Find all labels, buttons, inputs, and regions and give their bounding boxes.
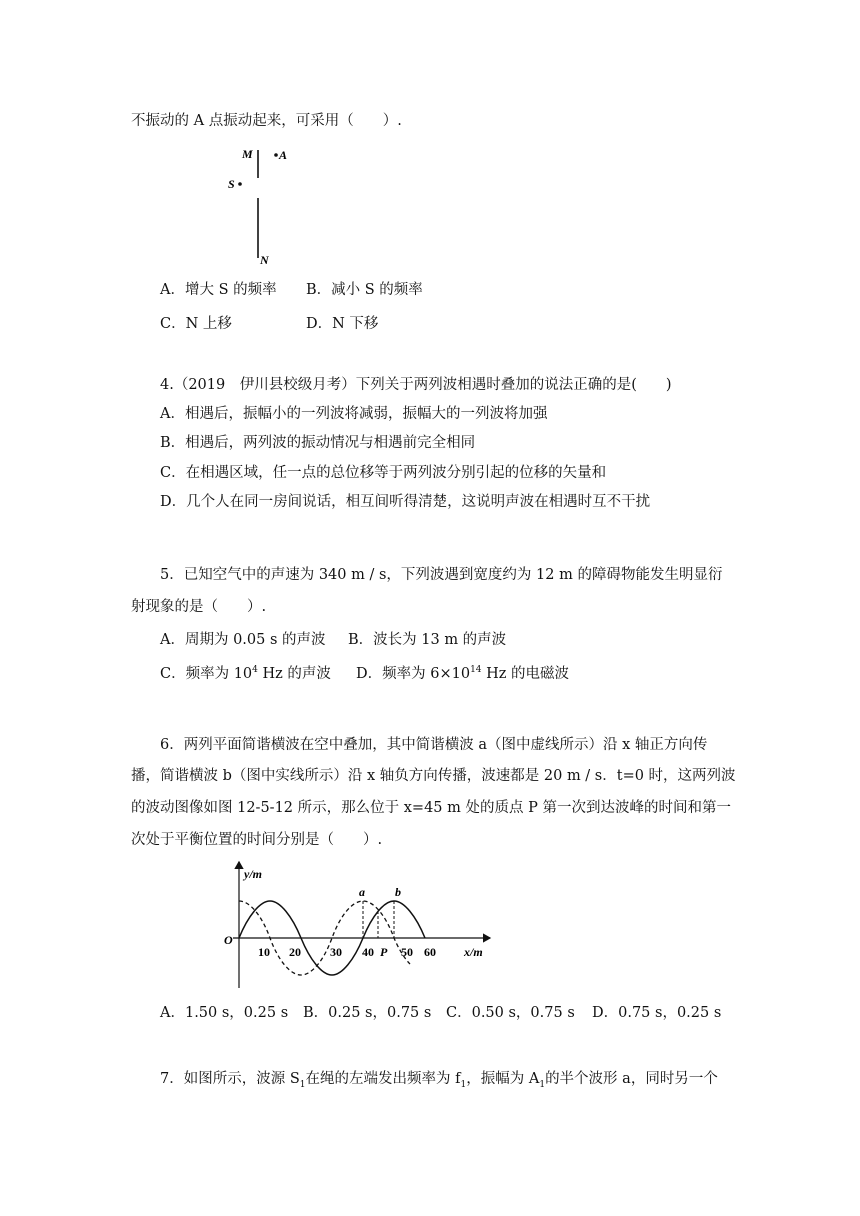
q6-stem-line1: 6．两列平面简谐横波在空中叠加，其中简谐横波 a（图中虚线所示）沿 x 轴正方向传 (160, 737, 708, 753)
q4-stem: 4.（2019 伊川县校级月考）下列关于两列波相遇时叠加的说法正确的是( ) (160, 377, 672, 393)
label-s: S (228, 177, 235, 191)
label-n: N (260, 253, 269, 267)
q4-option-b[interactable]: B．相遇后，两列波的振动情况与相遇前完全相同 (160, 435, 476, 451)
q3-option-d[interactable]: D．N 下移 (306, 316, 379, 332)
x-tick-10: 10 (258, 945, 270, 959)
source-s-dot (238, 182, 242, 186)
q3-options-row2 (160, 314, 378, 334)
q5-stem-line2: 射现象的是（ ）. (131, 599, 267, 615)
label-a: A (279, 148, 288, 162)
x-tick-40: 40 (362, 945, 374, 959)
q3-option-b[interactable]: B．减小 S 的频率 (306, 282, 423, 298)
q5-option-d-exponent: 14 (470, 665, 482, 676)
q6-options-row (160, 1003, 721, 1023)
q3-options-row1 (160, 280, 423, 300)
origin-label: O (224, 933, 233, 947)
q6-option-c[interactable]: C．0.50 s，0.75 s (446, 1005, 575, 1021)
q6-stem-line2: 播，简谐横波 b（图中实线所示）沿 x 轴负方向传播，波速都是 20 m / s．t=0 时，这两列波 (131, 768, 736, 784)
q5-option-d-pre: D．频率为 6×10 (356, 666, 471, 682)
q5-options-row1 (160, 630, 506, 650)
q5-option-c-post: Hz 的声波 (257, 666, 331, 682)
q3-option-a[interactable]: A．增大 S 的频率 (160, 282, 277, 298)
x-tick-60: 60 (424, 945, 436, 959)
point-p-label: P (380, 945, 388, 959)
q6-stem-line4: 次处于平衡位置的时间分别是（ ）. (131, 832, 383, 848)
q7-sub-2: 1 (460, 1079, 467, 1090)
x-axis-label: x/m (464, 945, 483, 959)
q6-wave-graph (218, 856, 498, 992)
y-axis-label: y/m (244, 867, 262, 881)
label-m: M (242, 147, 253, 161)
q7-text-4: 的半个波形 a，同时另一个 (545, 1071, 718, 1087)
q6-option-d[interactable]: D．0.75 s，0.25 s (592, 1005, 722, 1021)
x-tick-30: 30 (330, 945, 342, 959)
q7-sub-3: 1 (539, 1079, 546, 1090)
q5-option-c-exponent: 4 (252, 665, 258, 676)
q5-option-d-post: Hz 的电磁波 (481, 666, 570, 682)
q5-options-row2 (160, 664, 569, 684)
q6-stem-line3: 的波动图像如图 12-5-12 所示，那么位于 x=45 m 处的质点 P 第一次到达波峰的时间和第一 (131, 800, 731, 816)
q7-text-3: ，振幅为 A (466, 1071, 540, 1087)
q5-option-c-pre: C．频率为 10 (160, 666, 253, 682)
label-a-peak: a (359, 885, 365, 899)
q3-stem-tail: 不振动的 A 点振动起来，可采用（ ）. (131, 113, 402, 129)
x-tick-20: 20 (289, 945, 301, 959)
q3-figure (220, 140, 300, 270)
q7-text-1: 7．如图所示，波源 S (160, 1071, 300, 1087)
q3-option-c[interactable]: C．N 上移 (160, 316, 232, 332)
x-tick-50: 50 (401, 945, 413, 959)
q7-sub-1: 1 (299, 1079, 306, 1090)
q7-text-2: 在绳的左端发出频率为 f (305, 1071, 461, 1087)
q4-option-c[interactable]: C．在相遇区域，任一点的总位移等于两列波分别引起的位移的矢量和 (160, 465, 607, 481)
q5-option-b[interactable]: B．波长为 13 m 的声波 (348, 632, 507, 648)
q5-stem-line1: 5．已知空气中的声速为 340 m / s，下列波遇到宽度约为 12 m 的障碍物能发生明显衍 (160, 567, 723, 583)
point-a-dot (274, 153, 278, 157)
q6-option-a[interactable]: A．1.50 s，0.25 s (160, 1005, 289, 1021)
q4-option-d[interactable]: D．几个人在同一房间说话，相互间听得清楚，这说明声波在相遇时互不干扰 (160, 494, 651, 510)
q5-option-a[interactable]: A．周期为 0.05 s 的声波 (160, 632, 326, 648)
q4-option-a[interactable]: A．相遇后，振幅小的一列波将减弱，振幅大的一列波将加强 (160, 406, 548, 422)
q5-option-c[interactable] (160, 664, 356, 684)
label-b-peak: b (395, 885, 401, 899)
q7-stem-line1 (160, 1069, 718, 1089)
q6-option-b[interactable]: B．0.25 s，0.75 s (303, 1005, 432, 1021)
q5-option-d[interactable] (356, 664, 569, 684)
